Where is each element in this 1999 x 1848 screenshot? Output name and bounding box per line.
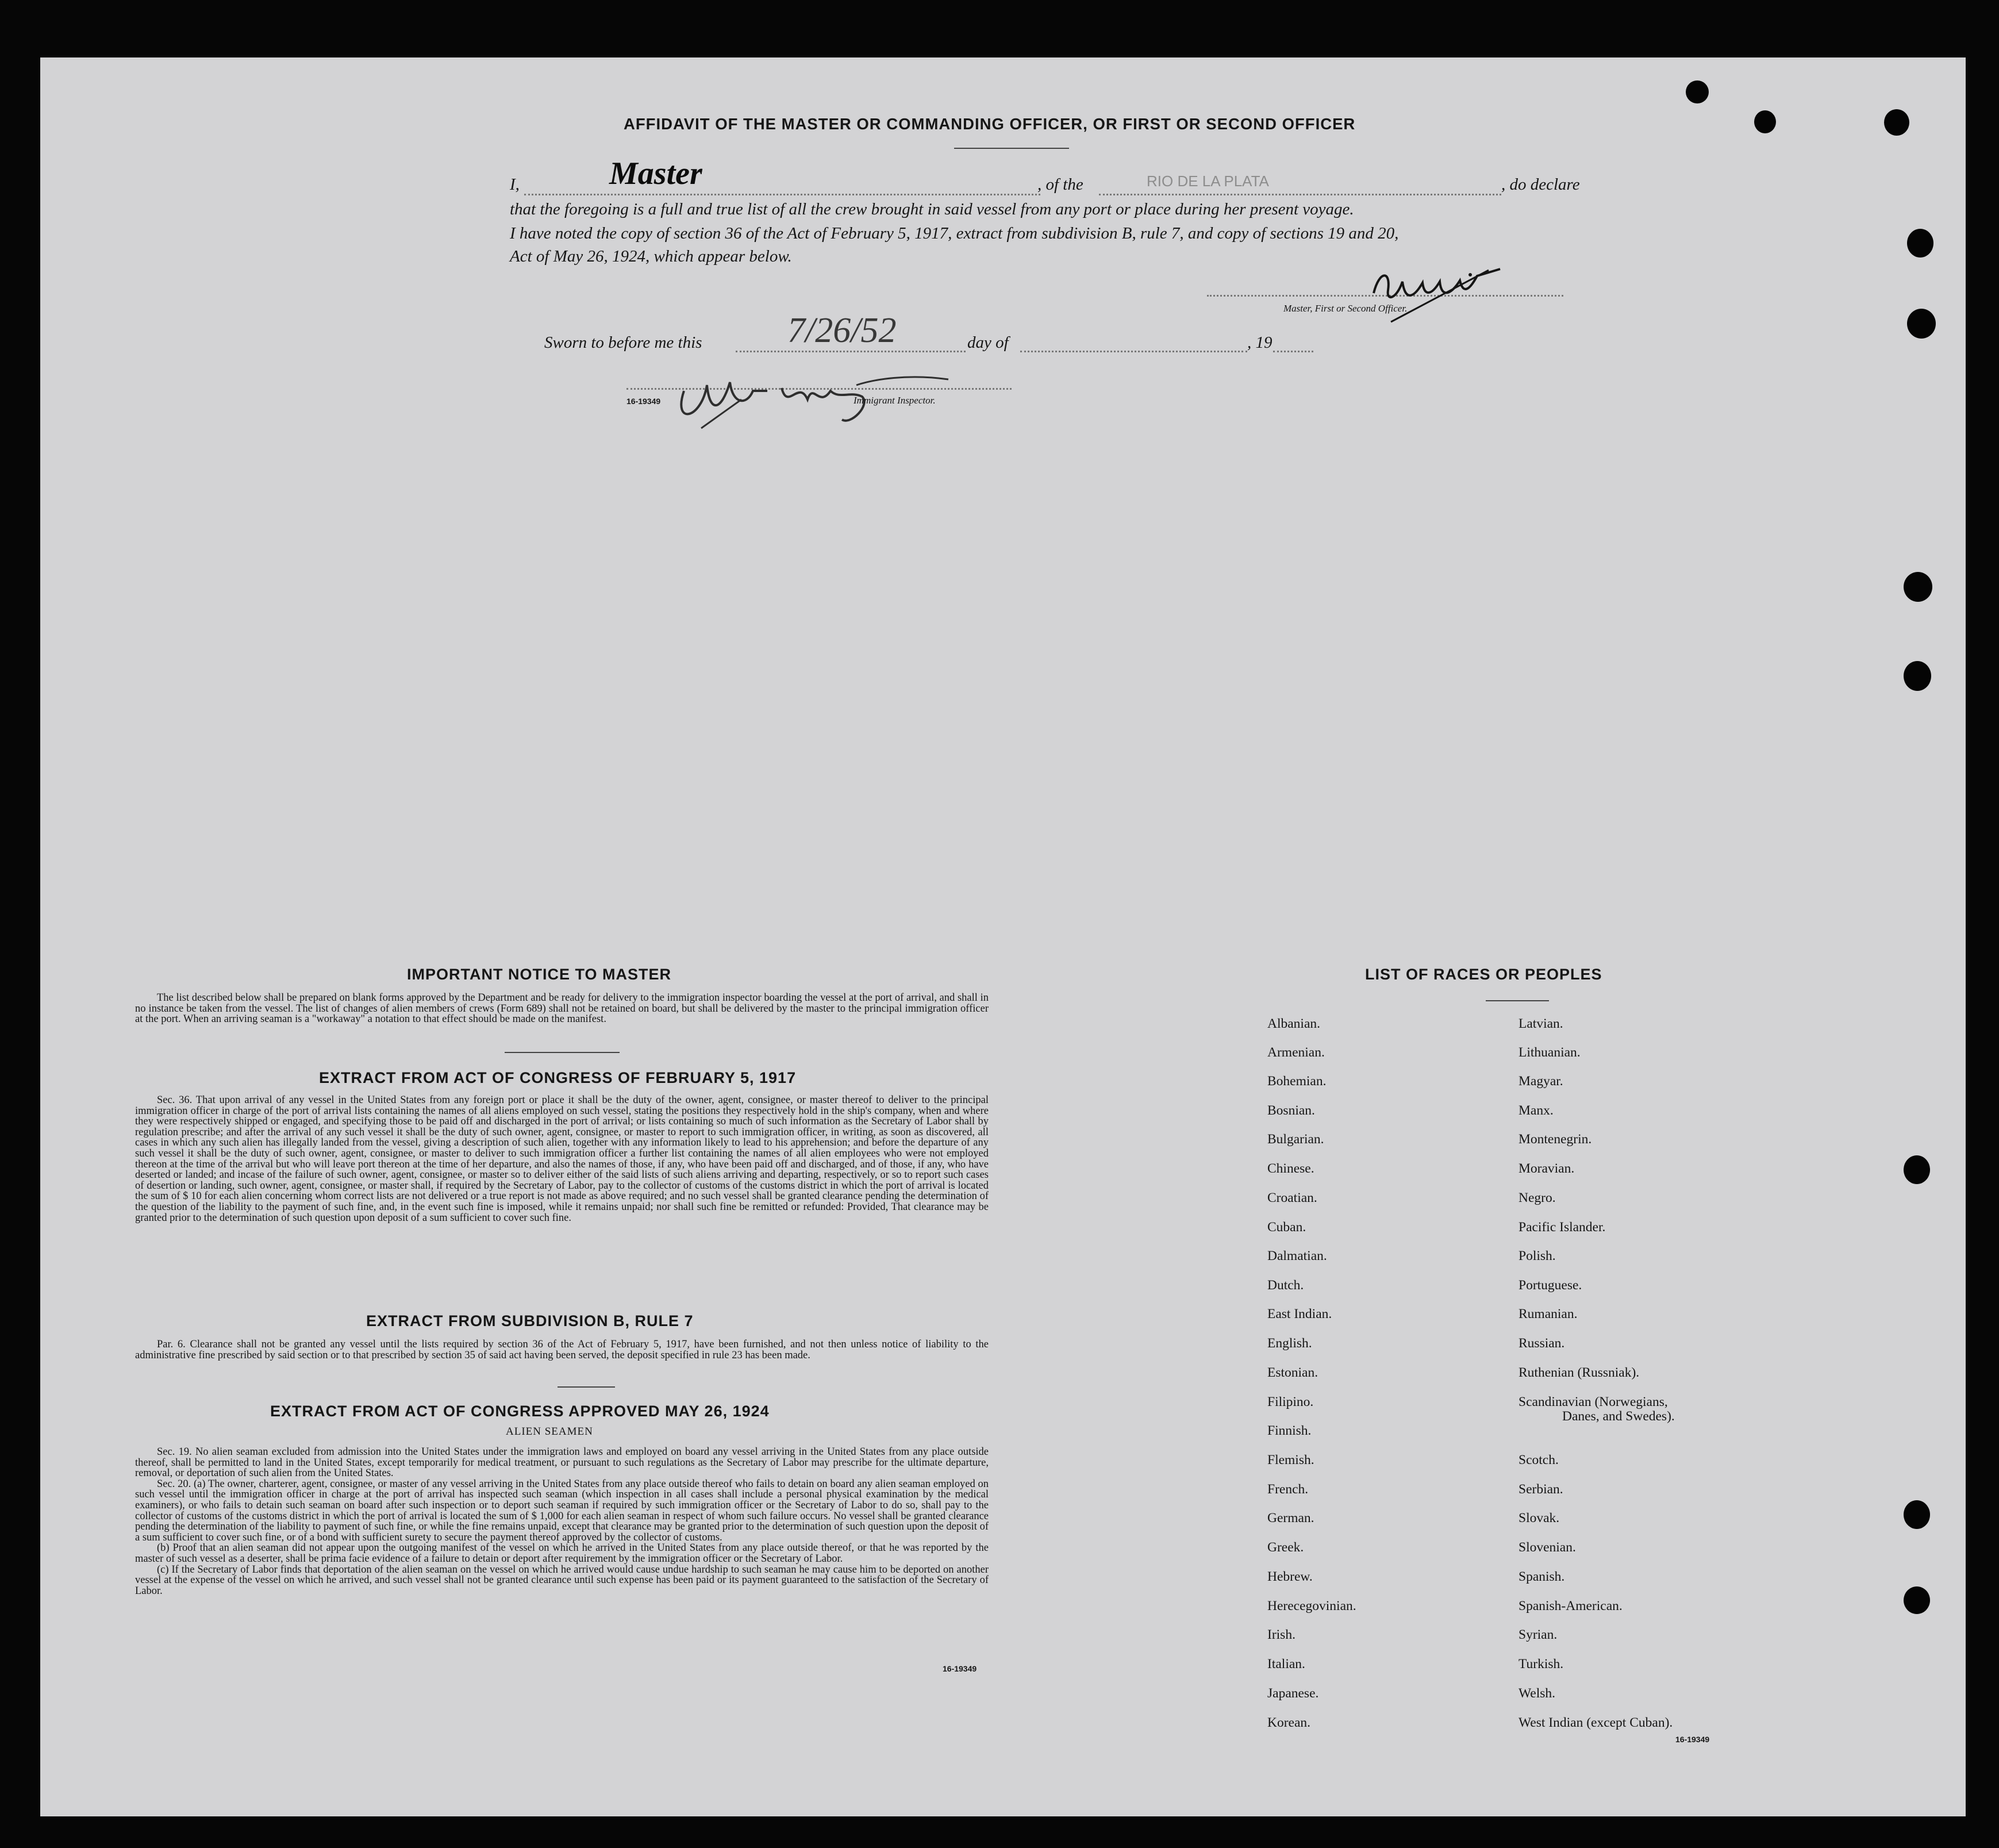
punch-hole xyxy=(1686,80,1709,103)
declarant-name-handwritten: Master xyxy=(609,156,702,191)
declarant-prefix: I, xyxy=(510,175,520,194)
race-left: East Indian. xyxy=(1267,1307,1332,1321)
race-left: Bulgarian. xyxy=(1267,1132,1324,1147)
year-prefix: , 19 xyxy=(1247,333,1273,352)
race-left: German. xyxy=(1267,1511,1314,1526)
race-right: Pacific Islander. xyxy=(1519,1220,1606,1235)
race-left: Dutch. xyxy=(1267,1278,1304,1293)
race-right: Syrian. xyxy=(1519,1627,1558,1642)
race-left: Bohemian. xyxy=(1267,1074,1327,1089)
punch-hole xyxy=(1754,110,1776,133)
race-left: Bosnian. xyxy=(1267,1103,1315,1118)
punch-hole xyxy=(1904,572,1932,602)
rule-7-divider xyxy=(558,1386,615,1388)
declaration-line-3: I have noted the copy of section 36 of the Act of February 5, 1917, extract from subdivision B, rule 7, and copy of sections 19 and 20, xyxy=(510,224,1399,243)
inspector-signature xyxy=(667,356,989,431)
section-20c-paragraph: (c) If the Secretary of Labor finds that deportation of the alien seaman on the vessel on which he arrived would cause undue hardship to such seaman he may cause him to be deported on another vessel at the expense of the vessel on which he arrived, and such vessel shall not be granted clearance until such expense has been paid or its payment guaranteed to the satisfaction of the Secretary of Labor. xyxy=(135,1563,989,1597)
race-right: Spanish. xyxy=(1519,1569,1565,1584)
sworn-label: Sworn to before me this xyxy=(544,333,702,352)
notice-text xyxy=(135,993,989,1025)
race-left: Estonian. xyxy=(1267,1365,1318,1380)
race-right: Slovenian. xyxy=(1519,1540,1576,1555)
punch-hole xyxy=(1904,1155,1930,1184)
race-right: Russian. xyxy=(1519,1336,1565,1351)
race-right: Manx. xyxy=(1519,1103,1554,1118)
race-right: Polish. xyxy=(1519,1248,1556,1263)
notice-paragraph: The list described below shall be prepared on blank forms approved by the Department and be ready for delivery to the immigration inspector boarding the vessel at the port of arrival, and shall in no instance be taken from the vessel. The list of changes of alien members of crews (Form 689) shall not be retained on board, but shall be delivered by the master to the principal immigration officer at the port. When an arriving seaman is a "workaway" a notation to that effect should be made on the manifest. xyxy=(135,992,989,1025)
race-right: Rumanian. xyxy=(1519,1307,1578,1321)
race-left: Cuban. xyxy=(1267,1220,1306,1235)
race-right: Scandinavian (Norwegians, xyxy=(1519,1394,1668,1409)
extract-1917-text xyxy=(135,1095,989,1223)
extract-1924-title: EXTRACT FROM ACT OF CONGRESS APPROVED MAY 26, 1924 xyxy=(270,1403,770,1420)
alien-seamen-subtitle: ALIEN SEAMEN xyxy=(506,1426,593,1438)
races-form-number: 16-19349 xyxy=(1675,1735,1710,1744)
race-left: Hebrew. xyxy=(1267,1569,1313,1584)
race-right: Welsh. xyxy=(1519,1686,1556,1701)
race-right: Lithuanian. xyxy=(1519,1045,1581,1060)
title-underline xyxy=(954,148,1069,149)
race-right: Negro. xyxy=(1519,1190,1556,1205)
race-left: Greek. xyxy=(1267,1540,1304,1555)
race-left: Albanian. xyxy=(1267,1016,1321,1031)
affidavit-title: AFFIDAVIT OF THE MASTER OR COMMANDING OFFICER, OR FIRST OR SECOND OFFICER xyxy=(624,115,1356,133)
extract-form-number: 16-19349 xyxy=(943,1664,977,1673)
day-of-label: day of xyxy=(967,333,1009,352)
race-right: West Indian (except Cuban). xyxy=(1519,1715,1673,1730)
notice-title: IMPORTANT NOTICE TO MASTER xyxy=(407,966,671,983)
race-left: Italian. xyxy=(1267,1657,1305,1672)
race-right: Scotch. xyxy=(1519,1453,1559,1467)
race-left: English. xyxy=(1267,1336,1312,1351)
punch-hole xyxy=(1884,109,1909,136)
section-20b-paragraph: (b) Proof that an alien seaman did not appear upon the outgoing manifest of the vessel on which he arrived in the United States from any place outside thereof, or that he was reported by the master of such vessel as a deserter, shall be prima facie evidence of a failure to detain or deport after requirement by the immigration officer or the Secretary of Labor. xyxy=(135,1542,989,1565)
vessel-name: RIO DE LA PLATA xyxy=(1147,172,1269,190)
section-19-paragraph: Sec. 19. No alien seaman excluded from admission into the United States under the immigration laws and employed on board any vessel arriving in the United States from any place outside thereof, shall be permitted to land in the United States, except temporarily for medical treatment, or pursuant to such regulations as the Secretary of Labor may prescribe for the ultimate departure, removal, or deportation of such alien from the United States. xyxy=(135,1446,989,1480)
declaration-line-4: Act of May 26, 1924, which appear below. xyxy=(510,247,792,266)
race-right: Portuguese. xyxy=(1519,1278,1582,1293)
punch-hole xyxy=(1907,309,1936,339)
month-line xyxy=(1020,351,1247,352)
race-right: Slovak. xyxy=(1519,1511,1560,1526)
race-left: Chinese. xyxy=(1267,1161,1314,1176)
race-left: Irish. xyxy=(1267,1627,1295,1642)
race-right: Magyar. xyxy=(1519,1074,1563,1089)
declarant-name-line xyxy=(524,194,1040,195)
do-declare-label: , do declare xyxy=(1501,175,1580,194)
rule-7-title: EXTRACT FROM SUBDIVISION B, RULE 7 xyxy=(366,1312,694,1330)
race-right: Turkish. xyxy=(1519,1657,1564,1672)
declaration-line-2: that the foregoing is a full and true list of all the crew brought in said vessel from any port or place during her present voyage. xyxy=(510,200,1354,218)
race-left: Herecegovinian. xyxy=(1267,1599,1356,1613)
sworn-date-handwritten: 7/26/52 xyxy=(787,311,897,350)
race-right: Moravian. xyxy=(1519,1161,1575,1176)
race-right: Montenegrin. xyxy=(1519,1132,1592,1147)
vessel-name-line xyxy=(1099,194,1501,195)
section-20a-paragraph: Sec. 20. (a) The owner, charterer, agent, consignee, or master of any vessel arriving in the United States from any place outside thereof who fails to detain on board any alien seaman employed on such vessel until the immigration officer in charge at the port of arrival has inspected such seaman (which inspection in all cases shall include a personal physical examination by the medical examiners), or who fails to detain such seaman on board after such inspection or to deport such seaman if required by such immigration officer or the Secretary of Labor to do so, shall pay to the collector of customs of the customs district in which the port of arrival is located the sum of $ 1,000 for each alien seaman in respect of whom such failure occurs. No vessel shall be granted clearance pending the determination of the liability to payment of such fine, or while the fine remains unpaid, except that clearance may be granted prior to the determination of such question upon the deposit of a sum sufficient to cover such fine, or of a bond with sufficient surety to secure the payment thereof approved by the collector of customs. xyxy=(135,1478,989,1543)
races-divider xyxy=(1486,1000,1549,1001)
race-left: Filipino. xyxy=(1267,1394,1314,1409)
punch-hole xyxy=(1904,1586,1930,1614)
extract-1917-title: EXTRACT FROM ACT OF CONGRESS OF FEBRUARY 5, 1917 xyxy=(319,1069,797,1086)
race-right: Spanish-American. xyxy=(1519,1599,1623,1613)
inspector-caption: Immigrant Inspector. xyxy=(854,395,936,406)
race-left: Flemish. xyxy=(1267,1453,1314,1467)
race-left: Croatian. xyxy=(1267,1190,1317,1205)
punch-hole xyxy=(1907,229,1933,258)
punch-hole xyxy=(1904,1500,1930,1529)
race-right: Ruthenian (Russniak). xyxy=(1519,1365,1640,1380)
extract-1924-text xyxy=(135,1447,989,1596)
race-right: Serbian. xyxy=(1519,1482,1563,1497)
officer-signature xyxy=(1368,253,1506,333)
signer-caption: Master, First or Second Officer. xyxy=(1283,303,1408,314)
race-left: French. xyxy=(1267,1482,1309,1497)
race-left: Dalmatian. xyxy=(1267,1248,1327,1263)
rule-7-paragraph: Par. 6. Clearance shall not be granted any vessel until the lists required by section 36 of the Act of February 5, 1917, have been furnished, and not then unless notice of liability to the administrative fine prescribed by said section or to that prescribed by section 35 of said act having been served, the deposit specified in rule 23 has been made. xyxy=(135,1339,989,1361)
section-36-paragraph: Sec. 36. That upon arrival of any vessel in the United States from any foreign port or place it shall be the duty of the owner, agent, consignee, or master thereof to deliver to the principal immigration officer in charge of the port of arrival lists containing the names of all aliens employed on such vessel, stating the positions they respectively hold in the ship's company, when and where they were respectively shipped or engaged, and specifying those to be paid off and discharged in the port of arrival; or lists containing so much of such information as the Secretary of Labor shall by regulation prescribe; and after the arrival of any such vessel it shall be the duty of such owner, agent, consignee, or master to report to such immigration officer, in writing, as soon as discovered, all cases in which any such alien has illegally landed from the vessel, giving a description of such alien, together with any information likely to lead to his apprehension; and before the departure of any such vessel it shall be the duty of such owner, agent, consignee, or master to deliver to such immigration officer a further list containing the names of all alien employees who were not employed thereon at the time of the arrival but who will leave port thereon at the time of her departure, and also the names of those, if any, who have been paid off and discharged, and of those, if any, who have deserted or landed; and incase of the failure of such owner, agent, consignee, or master so to deliver either of the said lists of such aliens arriving and departing, respectively, or so to report such cases of desertion or landing, such owner, agent, consignee, or master shall, if required by the Secretary of Labor, pay to the collector of customs of the customs district in which the port of arrival is located the sum of $ 10 for each alien concerning whom correct lists are not delivered or a true report is not made as above required; and no such vessel shall be granted clearance pending the determination of the question of the liability to the payment of such fine, and, in the event such fine is imposed, while it remains unpaid; nor shall such fine be remitted or refunded: Provided, That clearance may be granted prior to the determination of such question upon deposit of a sum sufficient to cover such fine. xyxy=(135,1094,989,1224)
notice-divider xyxy=(505,1052,620,1053)
rule-7-text xyxy=(135,1339,989,1361)
punch-hole xyxy=(1904,661,1931,691)
races-title: LIST OF RACES OR PEOPLES xyxy=(1365,966,1602,983)
year-line xyxy=(1273,351,1313,352)
race-left: Finnish. xyxy=(1267,1423,1312,1438)
race-right: Latvian. xyxy=(1519,1016,1563,1031)
of-the-label: , of the xyxy=(1037,175,1083,194)
affidavit-form-number: 16-19349 xyxy=(626,397,661,406)
race-right-continuation: Danes, and Swedes). xyxy=(1562,1409,1675,1424)
race-left: Japanese. xyxy=(1267,1686,1319,1701)
race-left: Korean. xyxy=(1267,1715,1311,1730)
race-left: Armenian. xyxy=(1267,1045,1325,1060)
